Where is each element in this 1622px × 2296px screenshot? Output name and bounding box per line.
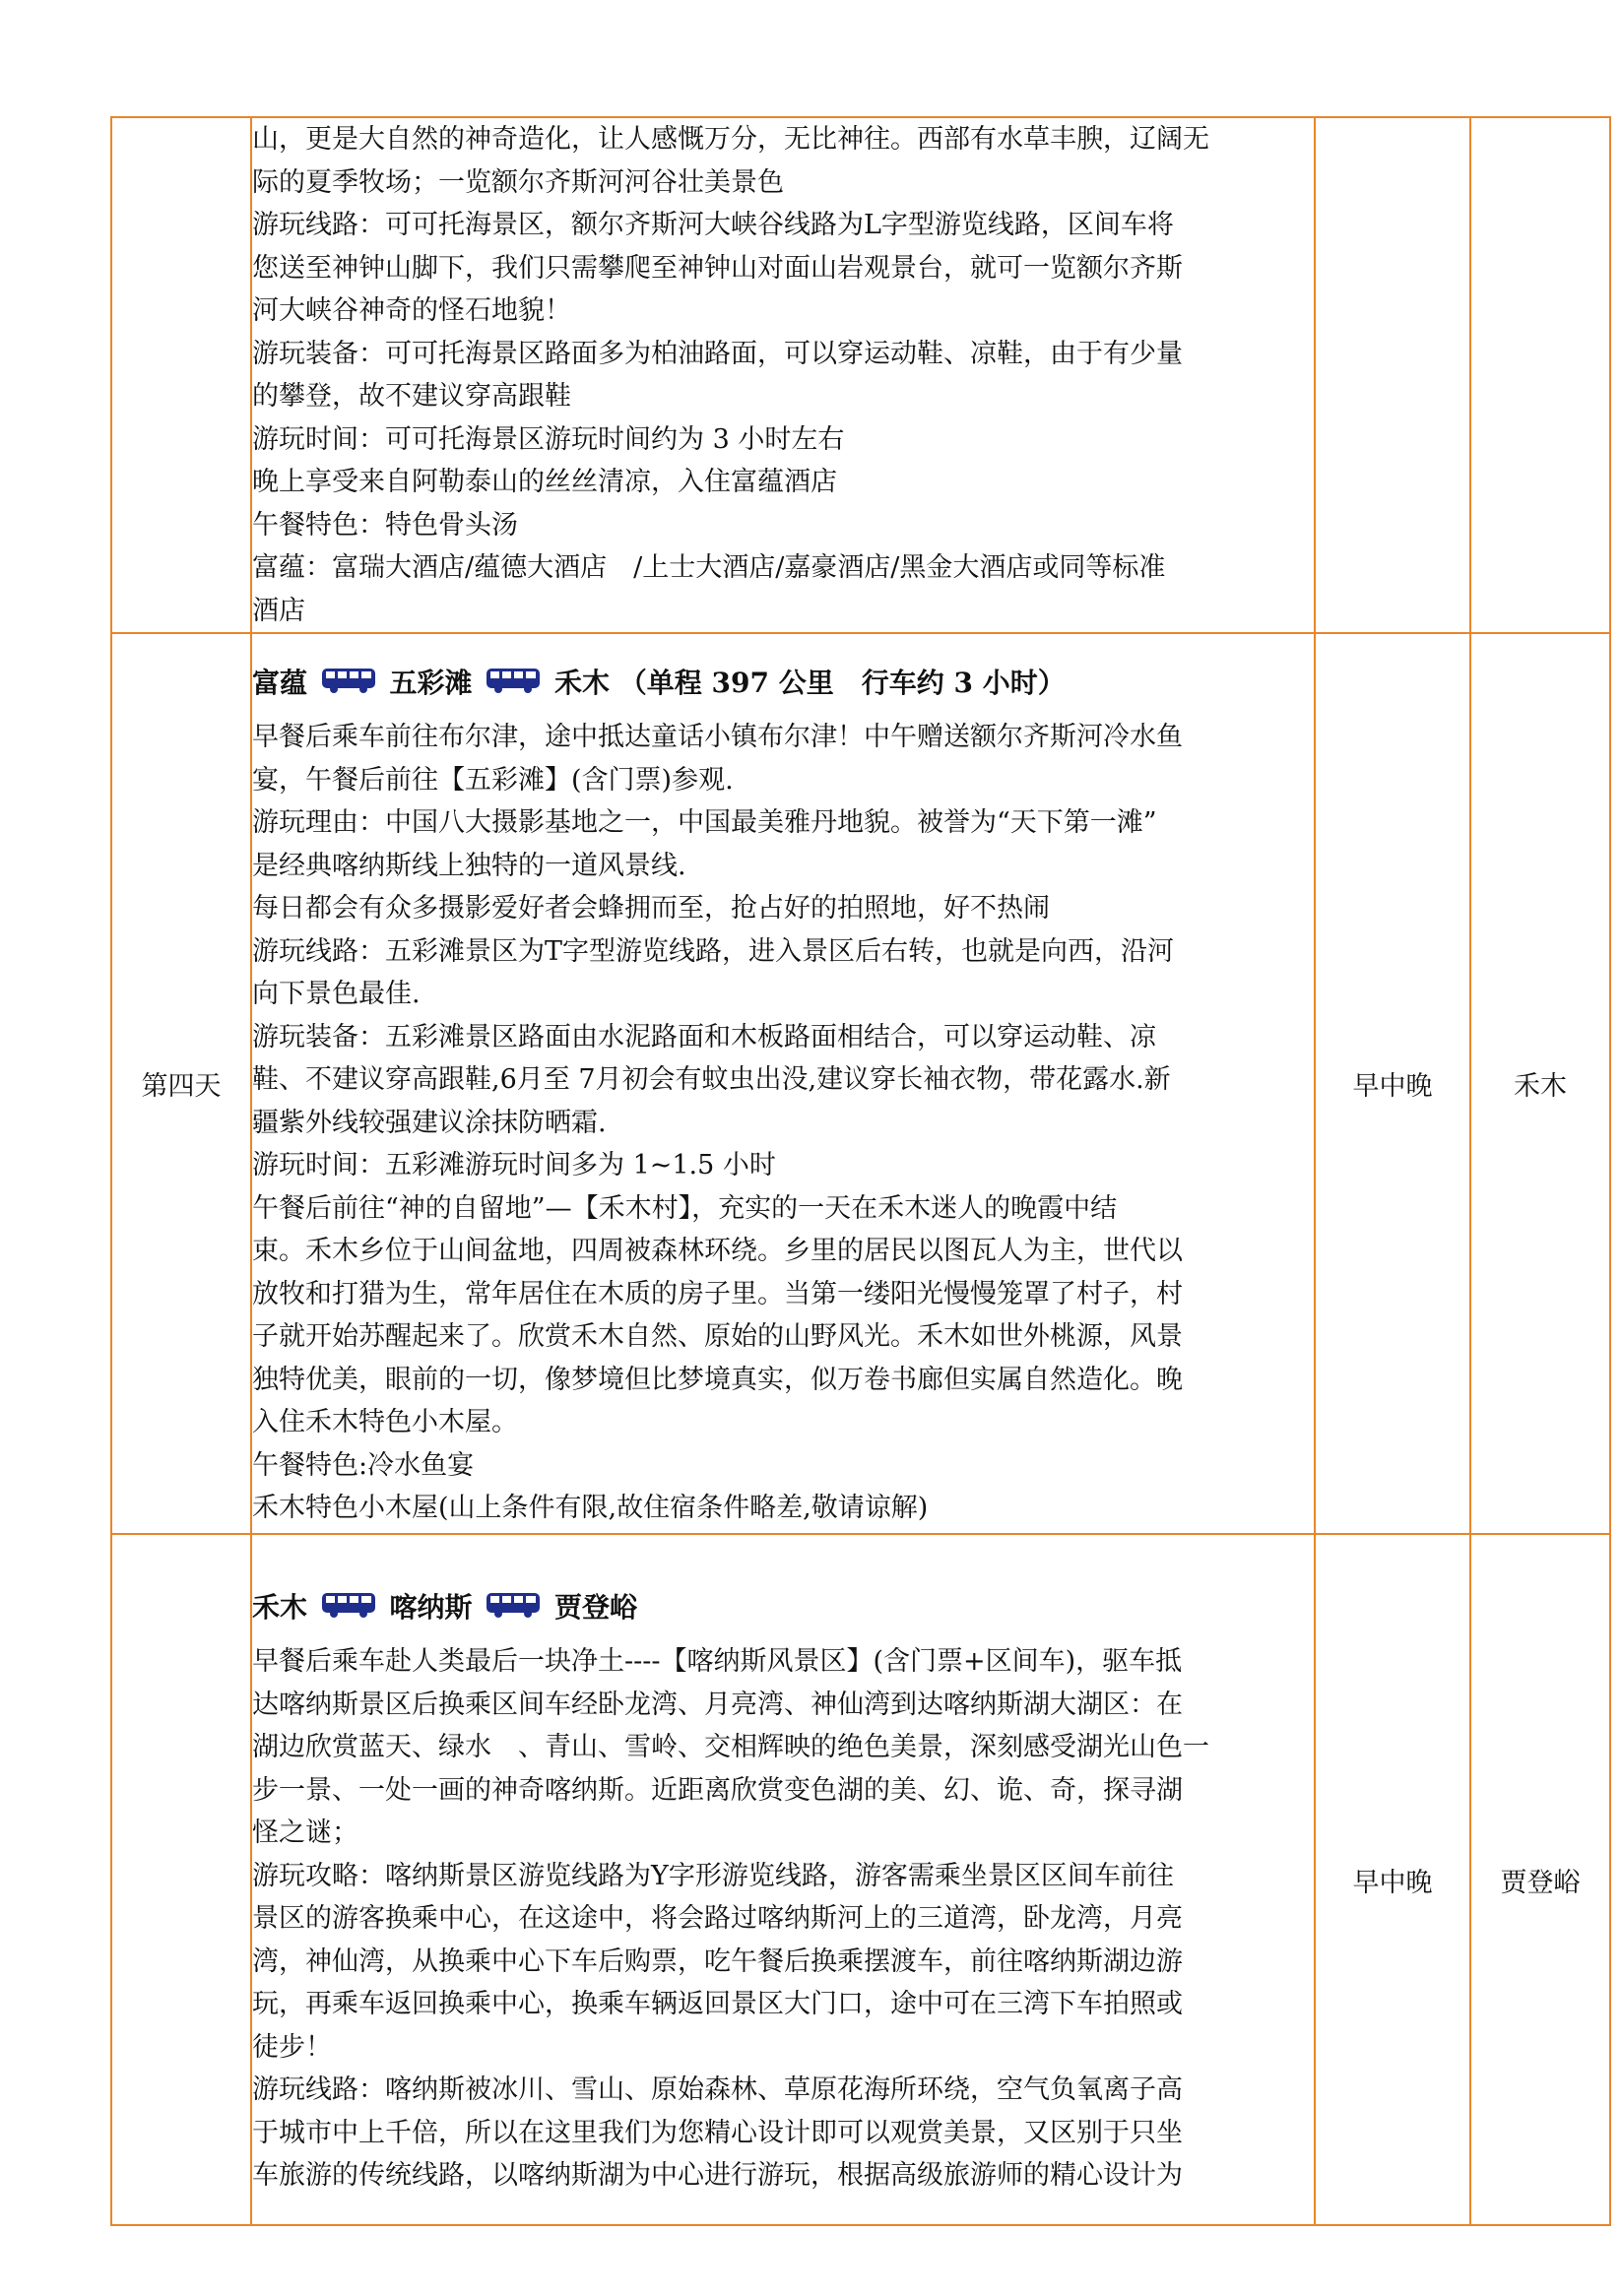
text-line: 午餐后前往“神的自留地”—【禾木村】，充实的一天在禾木迷人的晚霞中结 [252, 1192, 1118, 1224]
bus-icon [486, 1591, 541, 1619]
hotel-cell: 禾木 [1470, 633, 1610, 1534]
meal-cell: 早中晚 [1315, 633, 1470, 1534]
text-line: 鞋、不建议穿高跟鞋,6月至 7月初会有蚊虫出没,建议穿长袖衣物，带花露水.新 [252, 1064, 1171, 1096]
route-stop: 富蕴 [252, 667, 308, 700]
text-line: 河大峡谷神奇的怪石地貌！ [252, 295, 571, 326]
text-line: 晚上享受来自阿勒泰山的丝丝清凉，入住富蕴酒店 [252, 467, 837, 497]
text-line: 您送至神钟山脚下，我们只需攀爬至神钟山对面山岩观景台，就可一览额尔齐斯 [252, 252, 1183, 284]
text-line: 早餐后乘车前往布尔津，途中抵达童话小镇布尔津！中午赠送额尔齐斯河冷水鱼 [252, 722, 1183, 753]
description-lines [252, 1640, 1314, 2198]
text-line: 游玩时间：五彩滩游玩时间多为 1~1.5 小时 [252, 1150, 776, 1181]
bus-icon [486, 667, 541, 694]
text-line: 湖边欣赏蓝天、绿水 、青山、雪岭、交相辉映的绝色美景，深刻感受湖光山色一 [252, 1732, 1209, 1763]
content-cell [251, 117, 1315, 633]
text-line: 禾木特色小木屋(山上条件有限,故住宿条件略差,敬请谅解) [252, 1493, 929, 1524]
text-line: 子就开始苏醒起来了。欣赏禾木自然、原始的山野风光。禾木如世外桃源，风景 [252, 1321, 1183, 1353]
content-cell [251, 633, 1315, 1534]
content-cell [251, 1534, 1315, 2225]
hotel-cell [1470, 117, 1610, 633]
route-stop: 喀纳斯 [389, 1591, 473, 1625]
text-line: 步一景、一处一画的神奇喀纳斯。近距离欣赏变色湖的美、幻、诡、奇，探寻湖 [252, 1774, 1183, 1806]
route-stop: 贾登峪 [554, 1591, 638, 1625]
text-line: 山，更是大自然的神奇造化，让人感慨万分，无比神往。西部有水草丰腴，辽阔无 [252, 124, 1209, 155]
text-line: 游玩线路：五彩滩景区为T字型游览线路，进入景区后右转，也就是向西，沿河 [252, 935, 1175, 967]
text-line: 每日都会有众多摄影爱好者会蜂拥而至，抢占好的拍照地，好不热闹 [252, 893, 1050, 925]
text-line: 酒店 [252, 595, 305, 626]
description-lines [252, 716, 1314, 1530]
text-line: 入住禾木特色小木屋。 [252, 1407, 518, 1438]
text-line: 午餐特色:冷水鱼宴 [252, 1449, 475, 1481]
route-stop: 禾木 [252, 1591, 308, 1625]
text-line: 向下景色最佳. [252, 979, 421, 1010]
text-line: 徒步！ [252, 2031, 332, 2063]
text-line: 午餐特色：特色骨头汤 [252, 509, 518, 541]
itinerary-table [110, 116, 1611, 2226]
text-line: 游玩装备：可可托海景区路面多为柏油路面，可以穿运动鞋、凉鞋，由于有少量 [252, 338, 1183, 369]
text-line: 游玩攻略：喀纳斯景区游览线路为Y字形游览线路，游客需乘坐景区区间车前往 [252, 1860, 1174, 1891]
itinerary-row-day5 [111, 1534, 1610, 2225]
meal-cell: 早中晚 [1315, 1534, 1470, 2225]
itinerary-row-day3-continued [111, 117, 1610, 633]
day-cell [111, 117, 251, 633]
text-line: 景区的游客换乘中心，在这途中，将会路过喀纳斯河上的三道湾，卧龙湾，月亮 [252, 1903, 1183, 1935]
route-header [252, 661, 1314, 706]
text-line: 疆紫外线较强建议涂抹防晒霜. [252, 1107, 607, 1138]
text-line: 游玩装备：五彩滩景区路面由水泥路面和木板路面相结合，可以穿运动鞋、凉 [252, 1021, 1156, 1052]
text-line: 束。禾木乡位于山间盆地，四周被森林环绕。乡里的居民以图瓦人为主，世代以 [252, 1236, 1183, 1267]
route-stop: 禾木 [554, 667, 611, 700]
text-line: 湾，神仙湾，从换乘中心下车后购票，吃午餐后换乘摆渡车，前往喀纳斯湖边游 [252, 1945, 1183, 1977]
text-line: 富蕴：富瑞大酒店/蕴德大酒店 /上士大酒店/嘉豪酒店/黑金大酒店或同等标准 [252, 552, 1166, 583]
text-line: 际的夏季牧场；一览额尔齐斯河河谷壮美景色 [252, 166, 784, 198]
text-line: 的攀登，故不建议穿高跟鞋 [252, 381, 571, 412]
text-line: 宴，午餐后前往【五彩滩】(含门票)参观. [252, 764, 734, 796]
text-line: 游玩理由：中国八大摄影基地之一，中国最美雅丹地貌。被誉为“天下第一滩” [252, 807, 1157, 839]
text-line: 放牧和打猎为生，常年居住在木质的房子里。当第一缕阳光慢慢笼罩了村子，村 [252, 1278, 1183, 1309]
hotel-cell: 贾登峪 [1470, 1534, 1610, 2225]
day-cell [111, 1534, 251, 2225]
text-line: 独特优美，眼前的一切，像梦境但比梦境真实，似万卷书廊但实属自然造化。晚 [252, 1364, 1183, 1395]
meal-cell [1315, 117, 1470, 633]
text-line: 玩，再乘车返回换乘中心，换乘车辆返回景区大门口，途中可在三湾下车拍照或 [252, 1989, 1183, 2020]
bus-icon [321, 667, 376, 694]
bus-icon [321, 1591, 376, 1619]
route-stop: 五彩滩 [389, 667, 473, 700]
text-line: 达喀纳斯景区后换乘区间车经卧龙湾、月亮湾、神仙湾到达喀纳斯湖大湖区：在 [252, 1689, 1183, 1720]
description-lines [252, 118, 1314, 632]
route-distance-note: （单程 397 公里 行车约 3 小时） [618, 667, 1066, 700]
itinerary-row-day4 [111, 633, 1610, 1534]
text-line: 游玩线路：可可托海景区，额尔齐斯河大峡谷线路为L字型游览线路，区间车将 [252, 210, 1174, 240]
text-line: 是经典喀纳斯线上独特的一道风景线. [252, 850, 686, 881]
text-line: 早餐后乘车赴人类最后一块净土----【喀纳斯风景区】(含门票+区间车)，驱车抵 [252, 1646, 1183, 1678]
text-line: 怪之谜； [252, 1818, 358, 1849]
text-line: 游玩线路：喀纳斯被冰川、雪山、原始森林、草原花海所环绕，空气负氧离子高 [252, 2074, 1183, 2106]
text-line: 于城市中上千倍，所以在这里我们为您精心设计即可以观赏美景，又区别于只坐 [252, 2117, 1183, 2148]
day-cell: 第四天 [111, 633, 251, 1534]
route-header [252, 1585, 1314, 1630]
text-line: 车旅游的传统线路，以喀纳斯湖为中心进行游玩，根据高级旅游师的精心设计为 [252, 2160, 1183, 2192]
text-line: 游玩时间：可可托海景区游玩时间约为 3 小时左右 [252, 423, 845, 455]
